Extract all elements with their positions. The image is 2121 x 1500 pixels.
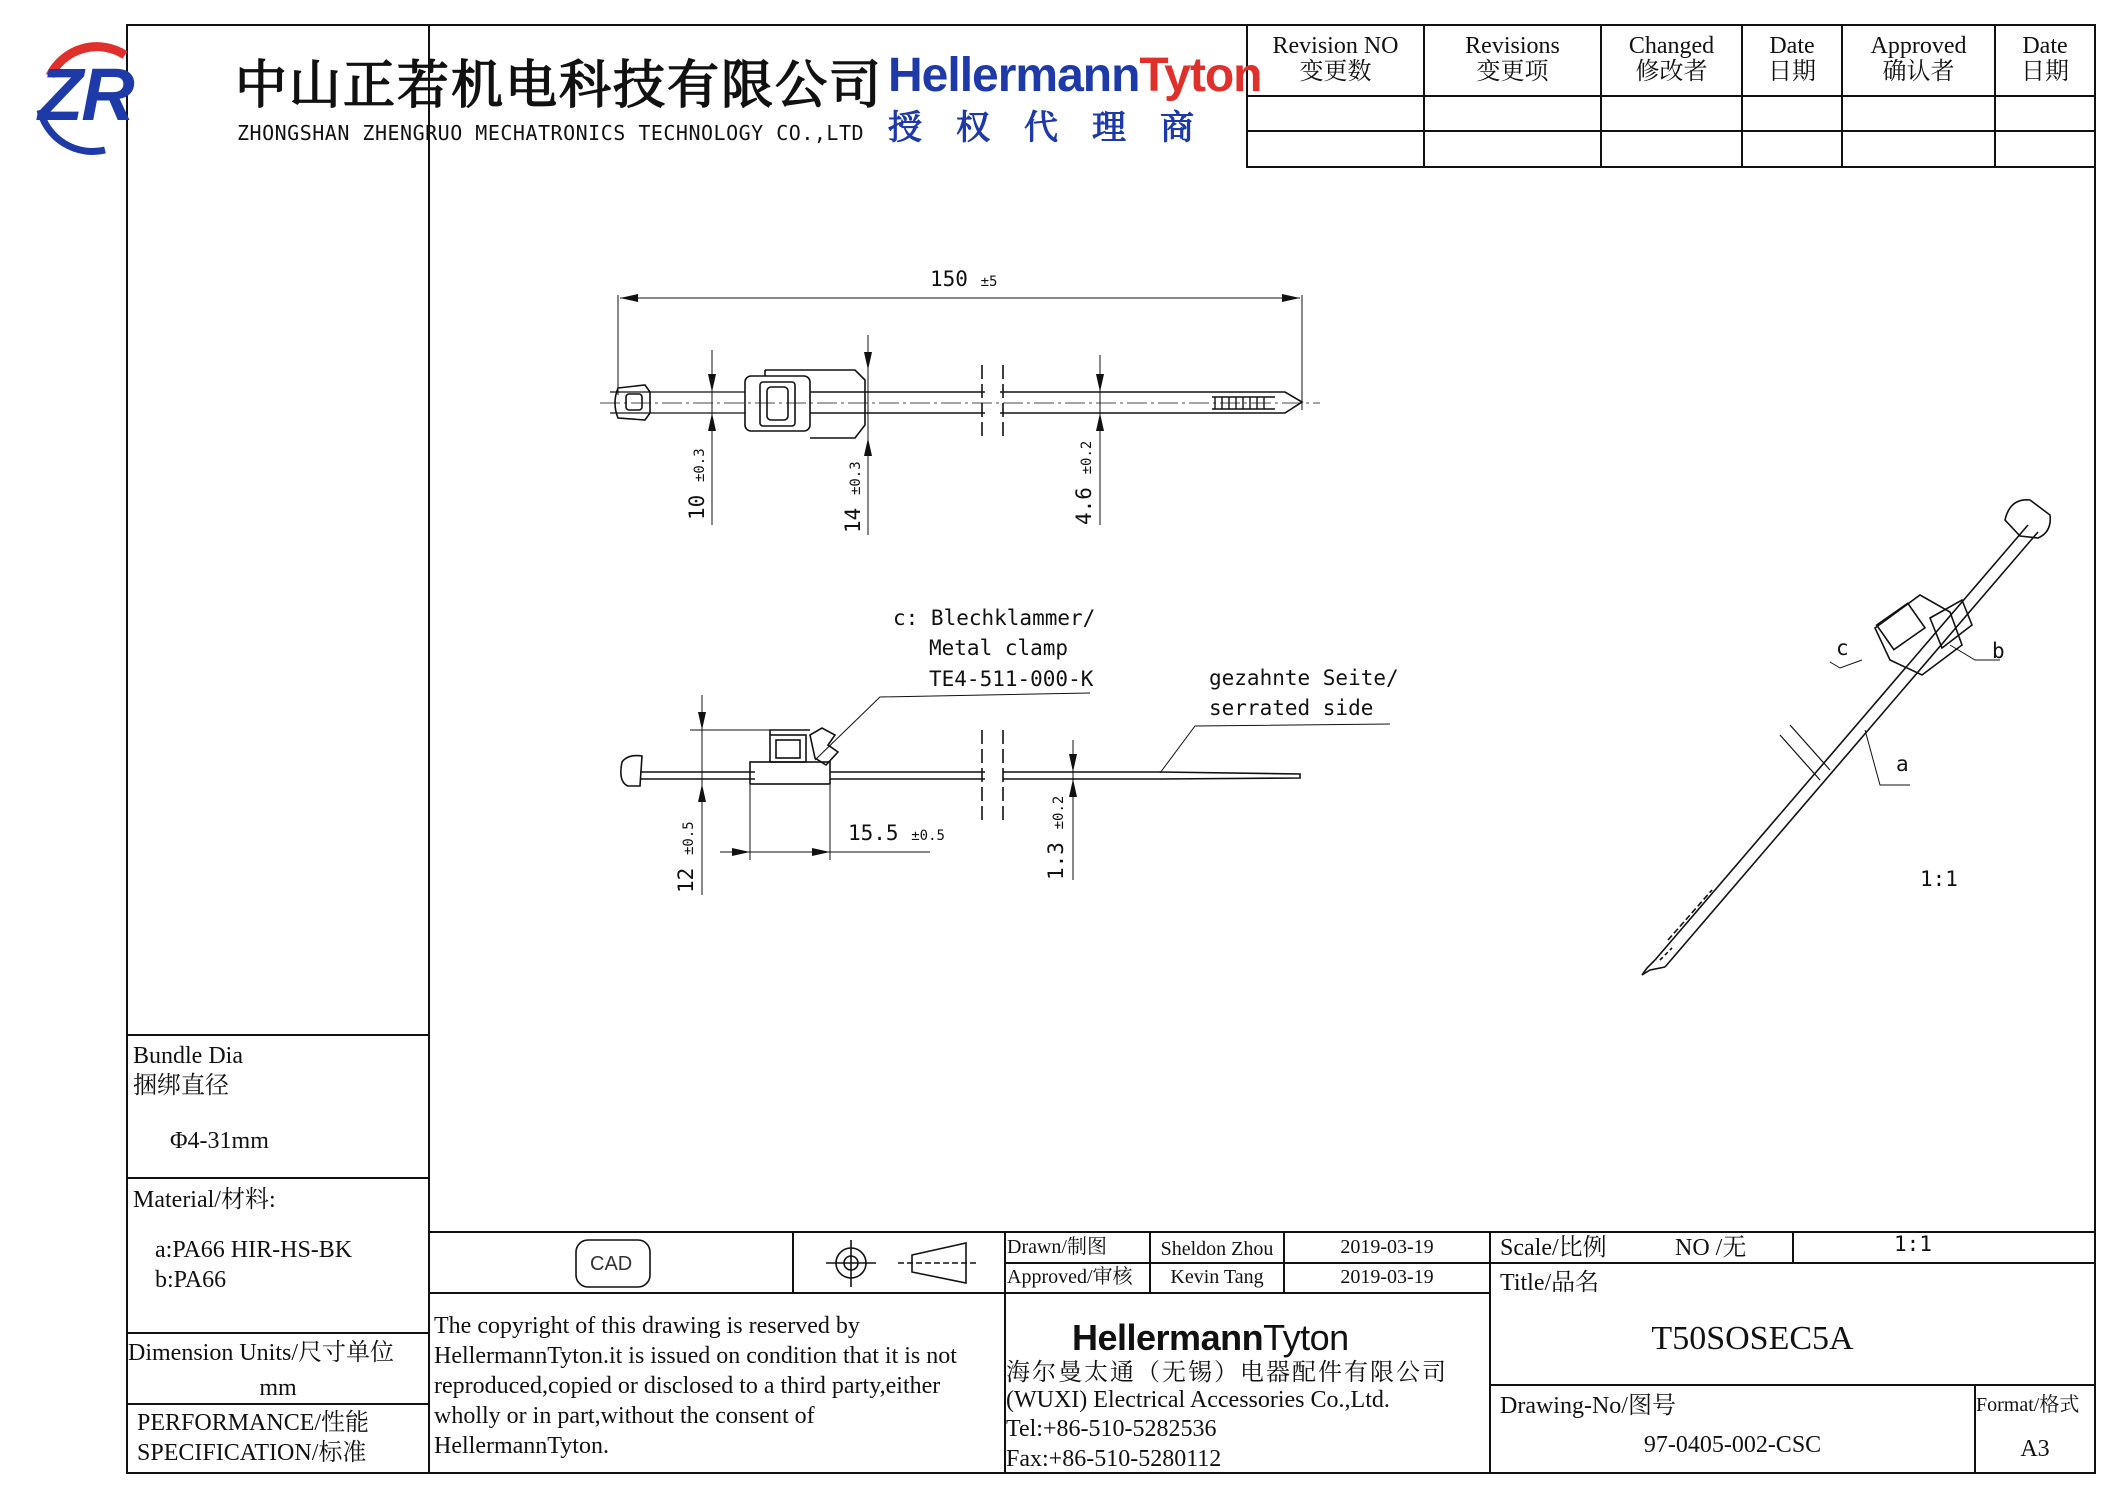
drawn-by: Sheldon Zhou xyxy=(1160,1238,1274,1260)
rev-col-date: Date 日期 xyxy=(1768,33,1816,86)
rev-col-revision-no: Revision NO 变更数 xyxy=(1272,33,1399,86)
bundle-dia-label-en: Bundle Dia xyxy=(133,1043,243,1069)
authorized-agent-label: 授 权 代 理 商 xyxy=(888,108,1194,148)
projection-symbol xyxy=(826,1240,978,1287)
cad-label: CAD xyxy=(590,1253,633,1275)
dim-length-150: 150 ±5 xyxy=(930,267,998,291)
ht-company-en: (WUXI) Electrical Accessories Co.,Ltd. xyxy=(1006,1387,1390,1413)
iso-view-scale: 1:1 xyxy=(1920,867,1958,891)
format-label: Format/格式 xyxy=(1976,1394,2080,1416)
iso-label-b: b xyxy=(1992,639,2005,663)
dimension-units-label: Dimension Units/尺寸单位 xyxy=(128,1340,395,1366)
company-name-cn: 中山正若机电科技有限公司 xyxy=(235,56,884,116)
approved-by: Kevin Tang xyxy=(1170,1266,1264,1288)
ht-fax: Fax:+86-510-5280112 xyxy=(1006,1446,1222,1472)
drawn-label: Drawn/制图 xyxy=(1007,1236,1107,1258)
brand-tyton: Tyton xyxy=(1139,49,1262,102)
brand-hellermann: Hellermann xyxy=(888,49,1140,102)
scale-value: 1:1 xyxy=(1894,1232,1932,1256)
material-a: a:PA66 HIR-HS-BK xyxy=(155,1237,353,1263)
dim-width-4-6: 4.6 ±0.2 xyxy=(1072,440,1096,525)
zr-logo-text: ZR xyxy=(38,53,133,136)
ht-footer-logo: HellermannTyton xyxy=(1072,1317,1349,1358)
company-name-en: ZHONGSHAN ZHENGRUO MECHATRONICS TECHNOLOGY CO.,LTD xyxy=(237,121,865,145)
rev-col-date-2: Date 日期 xyxy=(2021,33,2069,86)
dim-height-12: 12 ±0.5 xyxy=(674,821,698,893)
dim-height-10: 10 ±0.3 xyxy=(685,448,709,520)
dimension-units-value: mm xyxy=(259,1375,297,1401)
serrated-side-note: gezahnte Seite/ serrated side xyxy=(1209,666,1399,721)
rev-col-changed: Changed 修改者 xyxy=(1628,33,1715,86)
tie-isometric-view xyxy=(1642,500,2050,975)
material-label: Material/材料: xyxy=(133,1187,276,1213)
rev-col-revisions: Revisions 变更项 xyxy=(1465,33,1560,86)
copyright-notice: The copyright of this drawing is reserved by HellermannTyton.it is issued on condition that it is not reproduced,copied or disclosed to a third party,either wholly or in part,without the consent of HellermannTyton. xyxy=(434,1313,957,1459)
ht-tel: Tel:+86-510-5282536 xyxy=(1006,1416,1217,1442)
format-value: A3 xyxy=(2020,1436,2050,1462)
dim-height-14: 14 ±0.3 xyxy=(841,461,865,533)
rev-col-approved: Approved 确认者 xyxy=(1870,33,1967,86)
drawing-no-label: Drawing-No/图号 xyxy=(1500,1393,1676,1419)
drawing-no: 97-0405-002-CSC xyxy=(1643,1432,1822,1458)
iso-label-a: a xyxy=(1896,752,1909,776)
title-value: T50SOSEC5A xyxy=(1651,1320,1854,1357)
dim-offset-15-5: 15.5 ±0.5 xyxy=(848,821,945,845)
material-b: b:PA66 xyxy=(155,1267,227,1293)
approved-label: Approved/审核 xyxy=(1007,1266,1133,1288)
bundle-dia-value: Φ4-31mm xyxy=(170,1128,269,1154)
approved-date: 2019-03-19 xyxy=(1340,1266,1434,1288)
bundle-dia-label-cn: 捆绑直径 xyxy=(133,1073,229,1099)
ht-company-cn: 海尔曼太通（无锡）电器配件有限公司 xyxy=(1006,1359,1448,1386)
scale-label: Scale/比例 xyxy=(1500,1235,1607,1261)
drawn-date: 2019-03-19 xyxy=(1340,1236,1434,1258)
title-label: Title/品名 xyxy=(1500,1270,1600,1296)
metal-clamp-note: c: Blechklammer/ Metal clamp TE4-511-000-K xyxy=(893,606,1096,691)
iso-label-c: c xyxy=(1836,636,1849,660)
dim-thickness-1-3: 1.3 ±0.2 xyxy=(1044,795,1068,880)
scale-no: NO /无 xyxy=(1675,1235,1747,1261)
performance-label: PERFORMANCE/性能 xyxy=(137,1410,370,1436)
hellermanntyton-logo xyxy=(888,50,1262,103)
specification-label: SPECIFICATION/标准 xyxy=(137,1440,367,1466)
